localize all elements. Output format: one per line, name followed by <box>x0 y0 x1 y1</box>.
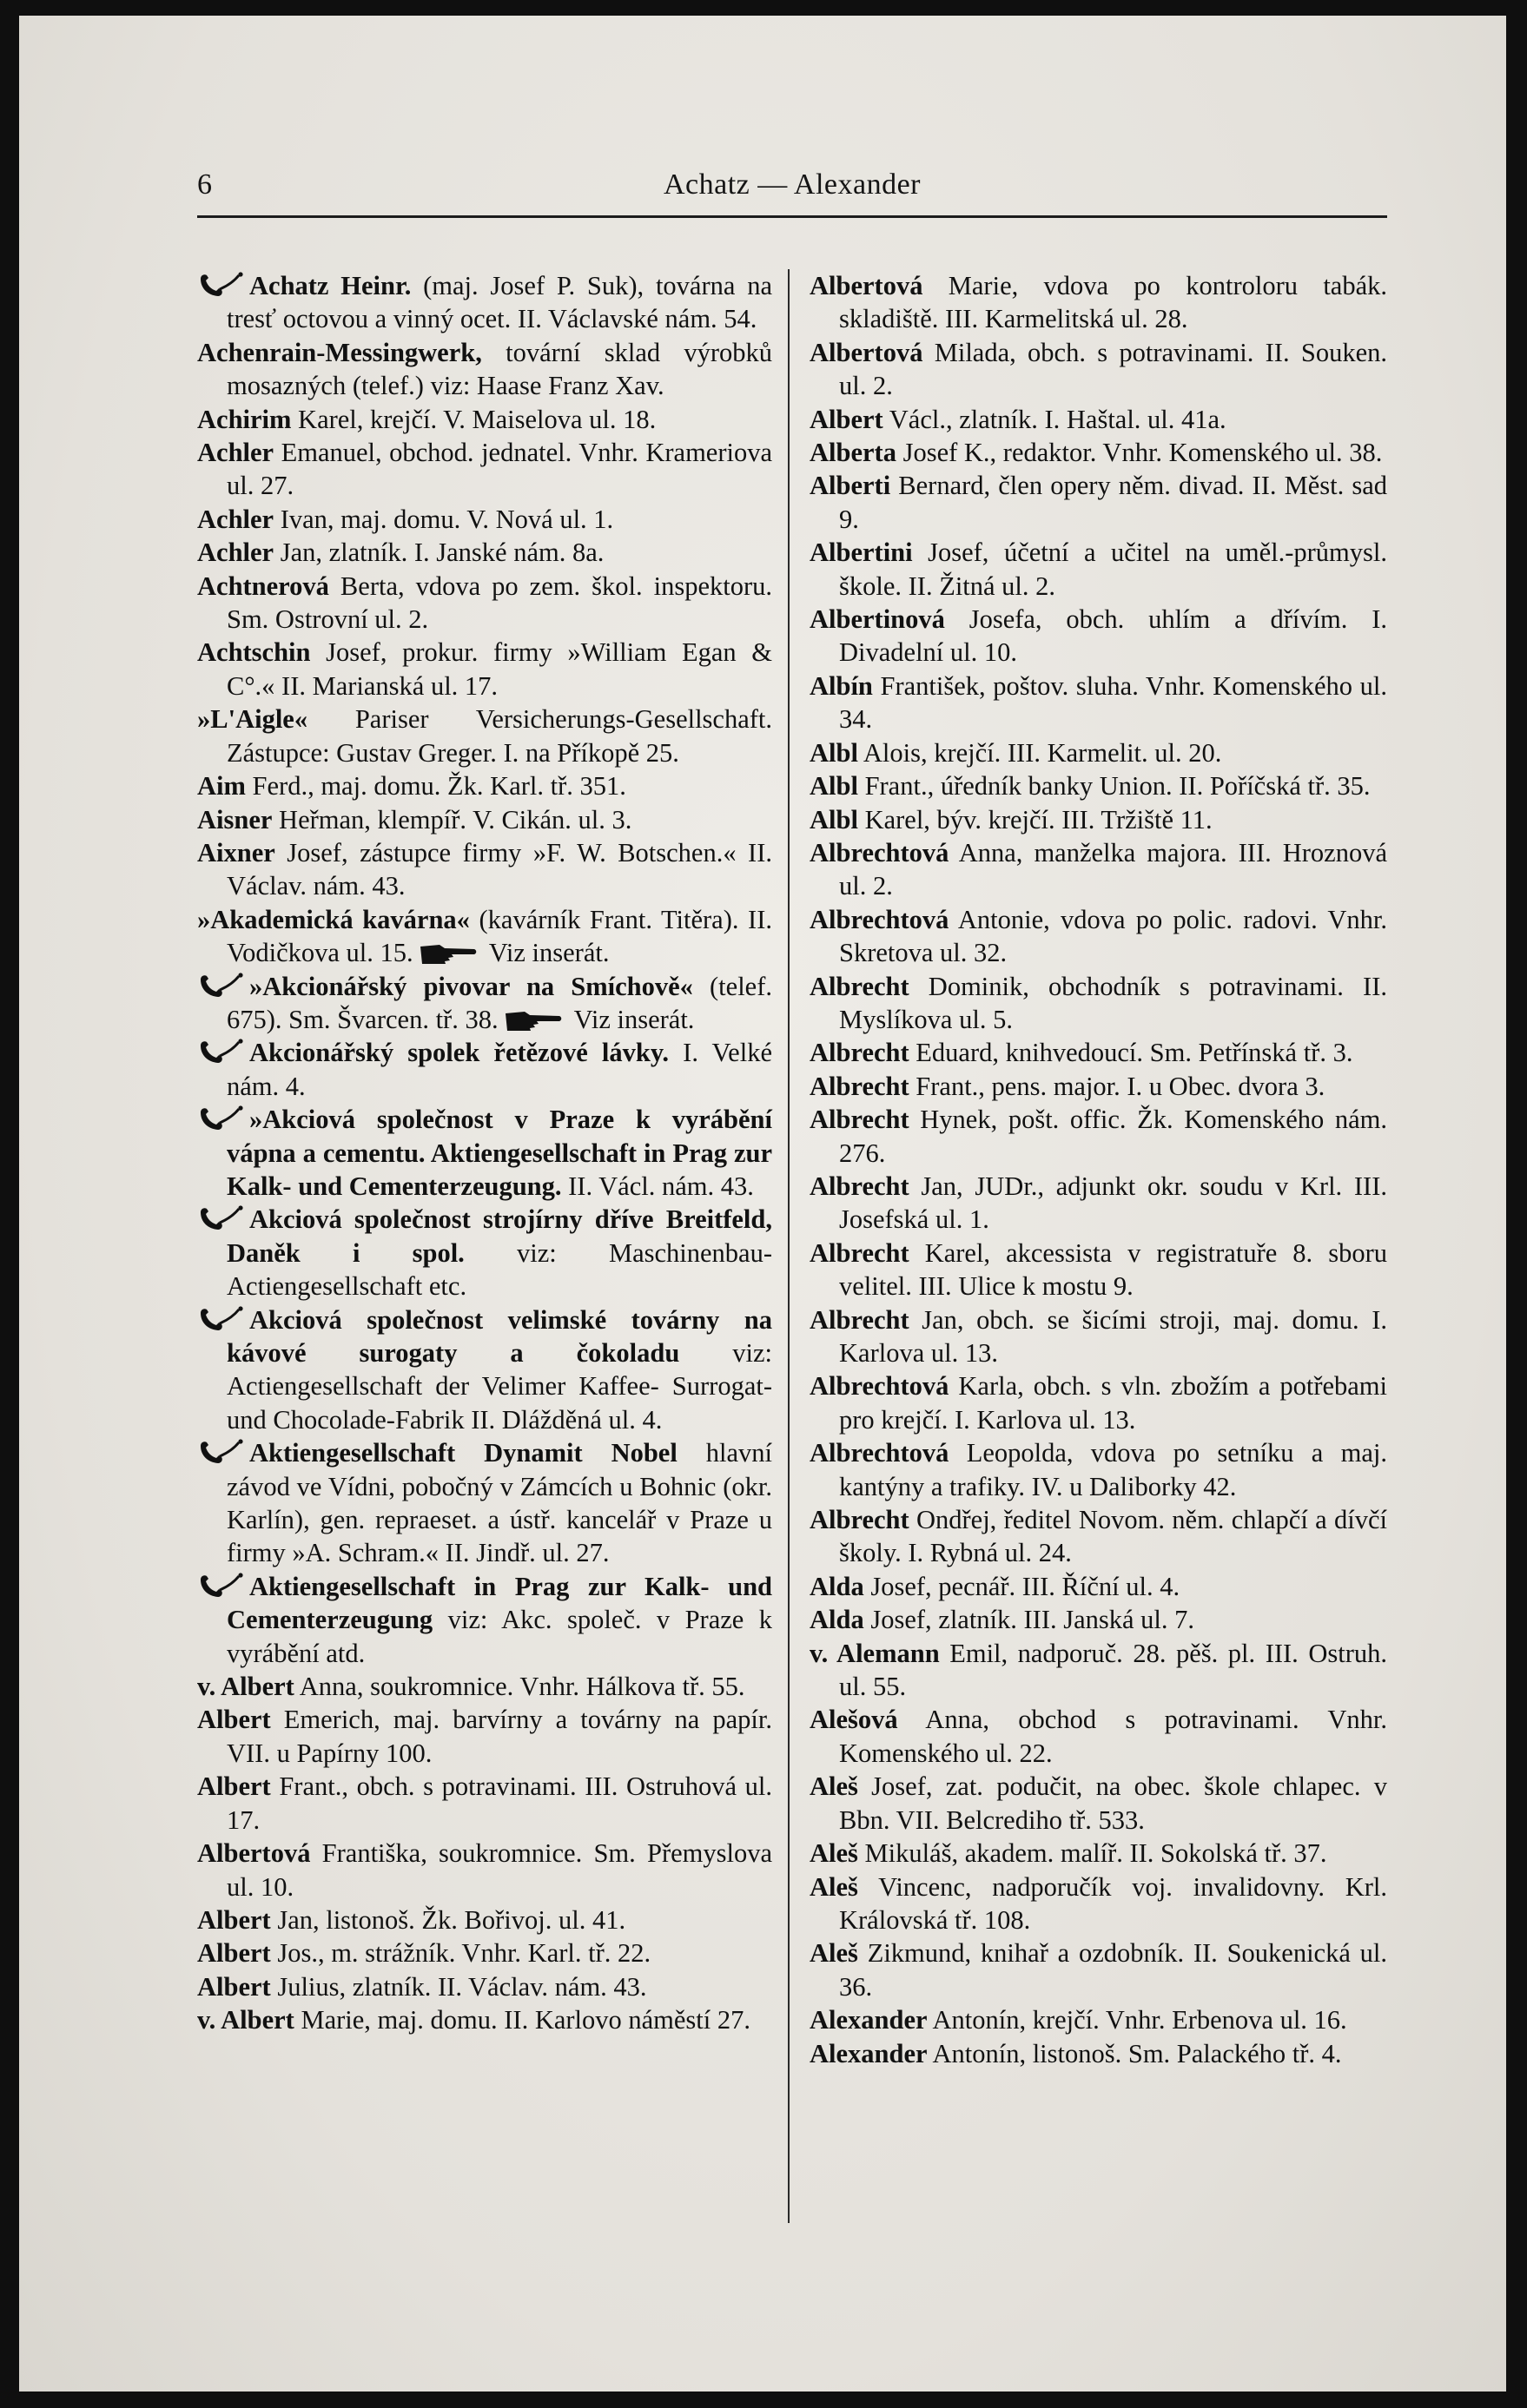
directory-entry <box>197 903 772 970</box>
entry-headword: Akciová společnost strojírny dříve Breitfeld, Daněk i spol. <box>227 1204 772 1268</box>
directory-entry <box>197 1303 772 1437</box>
entry-details: Josef, zat. podučit, na obec. škole chlapec. v Bbn. VII. Belcrediho tř. 533. <box>839 1771 1387 1835</box>
directory-entry <box>197 1970 772 2003</box>
directory-entry <box>810 903 1387 970</box>
entry-headword: Aleš <box>810 1938 858 1969</box>
entry-headword: v. Alemann <box>810 1638 940 1668</box>
directory-entry <box>810 1703 1387 1770</box>
entry-headword: Akciová společnost velimské továrny na kávové surogaty a čokoladu <box>227 1304 772 1368</box>
entry-details: Leopolda, vdova po setníku a maj. kantýny a trafiky. IV. u Daliborky 42. <box>839 1438 1387 1501</box>
entry-details: hlavní závod ve Vídni, pobočný v Zámcích u Bohnic (okr. Karlín), gen. repraeset. a ústř. kancelář v Praze u firmy »A. Schram.« II. Jindř. ul. 27. <box>227 1438 772 1568</box>
entry-details: Vincenc, nadporučík voj. invalidovny. Krl. Královská tř. 108. <box>839 1871 1387 1935</box>
entry-details: (kavárník Frant. Titěra). II. Vodičkova ul. 15. <box>227 904 772 968</box>
page-header <box>197 162 1387 214</box>
directory-page <box>19 16 1506 2392</box>
entry-details: Josefa, obch. uhlím a dřívím. I. Divadelní ul. 10. <box>839 604 1387 668</box>
directory-entry <box>810 1870 1387 1937</box>
entry-details: Antonie, vdova po polic. radovi. Vnhr. Skretova ul. 32. <box>839 904 1387 968</box>
page-number: 6 <box>197 168 212 201</box>
directory-entry <box>197 336 772 403</box>
entry-headword: Albert <box>810 404 883 434</box>
directory-entry <box>810 336 1387 403</box>
entry-headword: Albín <box>810 670 873 701</box>
entry-headword: Achatz Heinr. <box>249 271 412 300</box>
entry-details: Josef, zástupce firmy »F. W. Botschen.« II. Václav. nám. 43. <box>227 837 772 901</box>
entry-details: Jan, obch. se šicími stroji, maj. domu. I. Karlova ul. 13. <box>839 1304 1387 1368</box>
entry-details: Alois, krejčí. III. Karmelit. ul. 20. <box>857 737 1222 768</box>
entry-details: Bernard, člen opery něm. divad. II. Měst. sad 9. <box>839 471 1387 534</box>
telephone-icon <box>197 1105 244 1131</box>
entry-headword: Albertová <box>810 271 923 300</box>
entry-details: Antonín, krejčí. Vnhr. Erbenova ul. 16. <box>927 2005 1347 2035</box>
entry-headword: Albrechtová <box>810 837 949 868</box>
entry-details: Josef, zlatník. III. Janská ul. 7. <box>863 1605 1195 1635</box>
entry-headword: Albert <box>197 1971 271 2002</box>
entry-headword: »Akcionářský pivovar na Smíchově« <box>249 971 693 1001</box>
entry-details: I. Velké nám. 4. <box>227 1038 772 1101</box>
directory-entry <box>810 1837 1387 1870</box>
directory-entry <box>810 536 1387 603</box>
entry-headword: Albrecht <box>810 1304 909 1335</box>
entry-headword: Albl <box>810 804 858 835</box>
entry-headword: Albl <box>810 737 858 768</box>
entry-details: Milada, obch. s potravinami. II. Souken. ul. 2. <box>839 337 1387 401</box>
directory-entry <box>197 1936 772 1969</box>
entry-details: Karla, obch. s vln. zbožím a potřebami pro krejčí. I. Karlova ul. 13. <box>839 1371 1387 1435</box>
entry-details: Karel, akcessista v registratuře 8. sboru velitel. III. Ulice k mostu 9. <box>839 1237 1387 1302</box>
entry-details: Eduard, knihvedoucí. Sm. Petřínská tř. 3. <box>909 1038 1353 1068</box>
entry-details: Ferd., maj. domu. Žk. Karl. tř. 351. <box>245 771 626 802</box>
entry-headword: Achenrain-Messingwerk, <box>197 337 482 367</box>
entry-details: František, poštov. sluha. Vnhr. Komenského ul. 34. <box>839 670 1387 735</box>
entry-headword: Albertová <box>197 1838 311 1869</box>
entry-headword: Aleš <box>810 1838 858 1869</box>
directory-entry <box>810 1503 1387 1570</box>
entry-headword: Albert <box>197 1904 271 1935</box>
entry-headword: Aisner <box>197 804 273 835</box>
entry-headword: Alberti <box>810 471 891 501</box>
pointing-hand-icon <box>419 941 478 966</box>
entry-headword: »Akciová společnost v Praze k vyrábění vápna a cementu. Aktiengesellschaft in Prag zur Kalk- und Cementerzeugung. <box>227 1105 772 1201</box>
entry-details: Josef K., redaktor. Vnhr. Komenského ul. 38. <box>896 438 1383 468</box>
entry-headword: Achirim <box>197 404 292 434</box>
directory-entry <box>810 1637 1387 1704</box>
entry-details: Karel, krejčí. V. Maiselova ul. 18. <box>291 404 657 434</box>
entry-details: Jos., m. strážník. Vnhr. Karl. tř. 22. <box>270 1938 651 1969</box>
entry-headword: Albrecht <box>810 1105 909 1135</box>
entry-headword: Alešová <box>810 1705 898 1735</box>
entry-headword: Alda <box>810 1571 864 1601</box>
entry-reference: Viz inserát. <box>482 938 610 968</box>
entry-headword: Alexander <box>810 2005 928 2035</box>
column-divider <box>788 269 790 2223</box>
entry-details: viz: Maschinenbau-Actiengesellschaft etc. <box>227 1237 772 1302</box>
entry-details: viz: Actiengesellschaft der Velimer Kaffee- Surrogat- und Chocolade-Fabrik II. Dlážděná ul. 4. <box>227 1338 772 1435</box>
entry-headword: Albertinová <box>810 604 945 635</box>
directory-entry <box>197 970 772 1037</box>
directory-entry <box>810 836 1387 903</box>
entry-headword: Albrechtová <box>810 1438 949 1468</box>
entry-headword: Alberta <box>810 438 896 468</box>
entry-headword: Albrecht <box>810 1038 909 1068</box>
entry-headword: Albrechtová <box>810 904 949 934</box>
directory-entry <box>810 2037 1387 2070</box>
directory-entry <box>197 1770 772 1837</box>
entry-headword: Albl <box>810 771 858 802</box>
directory-entry <box>810 1936 1387 2003</box>
entry-details: Josef, prokur. firmy »William Egan & C°.« II. Marianská ul. 17. <box>227 637 772 701</box>
entry-headword: Albrecht <box>810 1505 909 1535</box>
entry-headword: v. Albert <box>197 1672 294 1702</box>
entry-headword: Albertini <box>810 538 913 568</box>
directory-entry <box>197 536 772 569</box>
entry-headword: Albert <box>197 1771 271 1802</box>
directory-entry <box>810 269 1387 336</box>
entry-details: II. Václ. nám. 43. <box>561 1171 754 1201</box>
running-title: Achatz — Alexander <box>664 168 921 201</box>
entry-headword: Alexander <box>810 2038 928 2068</box>
entry-details: Berta, vdova po zem. škol. inspektoru. Sm. Ostrovní ul. 2. <box>227 571 772 635</box>
directory-entry <box>810 970 1387 1037</box>
entry-details: Marie, vdova po kontroloru tabák. skladiště. III. Karmelitská ul. 28. <box>839 271 1387 334</box>
entry-details: Emerich, maj. barvírny a továrny na papír. VII. u Papírny 100. <box>227 1705 772 1768</box>
entry-headword: Achler <box>197 538 274 568</box>
directory-entry <box>810 1436 1387 1503</box>
directory-entry <box>197 1903 772 1936</box>
directory-entry <box>810 436 1387 469</box>
entry-details: Zikmund, knihař a ozdobník. II. Soukenická ul. 36. <box>839 1938 1387 2002</box>
entry-headword: Albrecht <box>810 1171 909 1201</box>
entry-details: Ivan, maj. domu. V. Nová ul. 1. <box>274 504 614 534</box>
directory-entry <box>810 769 1387 802</box>
entry-details: Frant., obch. s potravinami. III. Ostruhová ul. 17. <box>227 1771 772 1835</box>
directory-entry <box>197 403 772 436</box>
directory-entry <box>810 1369 1387 1436</box>
directory-entry <box>197 1670 772 1703</box>
entry-headword: Albrecht <box>810 971 909 1001</box>
directory-entry <box>810 1770 1387 1837</box>
entry-details: Jan, JUDr., adjunkt okr. soudu v Krl. III. Josefská ul. 1. <box>839 1171 1387 1235</box>
entry-headword: Albertová <box>810 337 923 367</box>
entry-headword: Aleš <box>810 1871 858 1902</box>
entry-headword: »Akademická kavárna« <box>197 904 470 934</box>
entry-headword: »L'Aigle« <box>197 704 308 735</box>
directory-entry <box>197 1036 772 1103</box>
directory-entry <box>810 1070 1387 1103</box>
telephone-icon <box>197 1573 244 1599</box>
entry-details: Emil, nadporuč. 28. pěš. pl. III. Ostruh. ul. 55. <box>839 1638 1387 1702</box>
entry-details: viz: Akc. společ. v Praze k vyrábění atd. <box>227 1605 772 1668</box>
entry-details: Antonín, listonoš. Sm. Palackého tř. 4. <box>927 2038 1342 2068</box>
directory-entry <box>197 1203 772 1303</box>
entry-details: (telef. 675). Sm. Švarcen. tř. 38. <box>227 971 772 1034</box>
directory-entry <box>810 403 1387 436</box>
entry-details: Anna, manželka majora. III. Hroznová ul. 2. <box>839 837 1387 901</box>
directory-entry <box>810 1603 1387 1636</box>
entry-details: Anna, obchod s potravinami. Vnhr. Komenského ul. 22. <box>839 1705 1387 1768</box>
entry-headword: Achtnerová <box>197 571 329 601</box>
entry-headword: Aktiengesellschaft Dynamit Nobel <box>249 1438 678 1468</box>
entry-headword: Aim <box>197 771 246 802</box>
entry-headword: Aleš <box>810 1771 858 1802</box>
directory-entry <box>810 603 1387 670</box>
left-column <box>197 269 772 2037</box>
entry-details: Anna, soukromnice. Vnhr. Hálkova tř. 55. <box>294 1672 745 1702</box>
entry-headword: Achler <box>197 438 274 468</box>
directory-entry <box>197 769 772 802</box>
telephone-icon <box>197 1439 244 1465</box>
entry-details: Frant., pens. major. I. u Obec. dvora 3. <box>909 1071 1325 1101</box>
entry-headword: Akcionářský spolek řetězové lávky. <box>249 1038 670 1068</box>
directory-entry <box>197 1436 772 1570</box>
telephone-icon <box>197 1306 244 1332</box>
entry-headword: Achtschin <box>197 637 311 668</box>
directory-entry <box>810 469 1387 536</box>
directory-entry <box>197 836 772 903</box>
entry-details: (maj. Josef P. Suk), továrna na tresť octovou a vinný ocet. II. Václavské nám. 54. <box>227 271 772 334</box>
entry-details: Dominik, obchodník s potravinami. II. Myslíkova ul. 5. <box>839 971 1387 1034</box>
directory-entry <box>810 736 1387 769</box>
entry-details: Emanuel, obchod. jednatel. Vnhr. Krameriova ul. 27. <box>227 438 772 501</box>
entry-details: Marie, maj. domu. II. Karlovo náměstí 27. <box>294 2005 751 2035</box>
directory-entry <box>810 2003 1387 2036</box>
header-rule <box>197 215 1387 218</box>
entry-details: Františka, soukromnice. Sm. Přemyslova ul. 10. <box>227 1838 772 1902</box>
directory-entry <box>810 670 1387 736</box>
entry-headword: Aixner <box>197 837 275 868</box>
directory-entry <box>197 570 772 637</box>
entry-details: Jan, listonoš. Žk. Bořivoj. ul. 41. <box>270 1904 626 1935</box>
entry-headword: Achler <box>197 504 274 534</box>
telephone-icon <box>197 973 244 999</box>
entry-details: Pariser Versicherungs-Gesellschaft. Zástupce: Gustav Greger. I. na Příkopě 25. <box>227 704 772 768</box>
entry-headword: Aktiengesellschaft in Prag zur Kalk- und Cementerzeugung <box>227 1571 772 1635</box>
telephone-icon <box>197 1039 244 1065</box>
directory-entry <box>810 1170 1387 1237</box>
directory-entry <box>197 503 772 536</box>
entry-details: Josef, účetní a učitel na uměl.-průmysl. škole. II. Žitná ul. 2. <box>839 538 1387 601</box>
entry-reference: Viz inserát. <box>567 1004 695 1034</box>
directory-entry <box>810 1036 1387 1069</box>
entry-details: Hynek, pošt. offic. Žk. Komenského nám. 276. <box>839 1105 1387 1168</box>
entry-headword: Albrecht <box>810 1071 909 1101</box>
directory-entry <box>197 703 772 769</box>
telephone-icon <box>197 1205 244 1231</box>
directory-entry <box>197 636 772 703</box>
entry-details: Karel, býv. krejčí. III. Tržiště 11. <box>857 804 1213 835</box>
directory-entry <box>197 1103 772 1203</box>
entry-details: tovární sklad výrobků mosazných (telef.) viz: Haase Franz Xav. <box>227 337 772 401</box>
pointing-hand-icon <box>504 1008 563 1032</box>
entry-headword: Albert <box>197 1705 271 1735</box>
entry-details: Heřman, klempíř. V. Cikán. ul. 3. <box>272 804 632 835</box>
entry-details: Frant., úředník banky Union. II. Poříčská tř. 35. <box>857 771 1371 802</box>
entry-headword: Alda <box>810 1605 864 1635</box>
directory-entry <box>810 1237 1387 1303</box>
directory-entry <box>810 1103 1387 1170</box>
directory-entry <box>197 803 772 836</box>
directory-entry <box>197 1570 772 1670</box>
directory-entry <box>197 2003 772 2036</box>
entry-details: Josef, pecnář. III. Říční ul. 4. <box>863 1571 1180 1601</box>
directory-entry <box>197 269 772 336</box>
entry-details: Julius, zlatník. II. Václav. nám. 43. <box>270 1971 647 2002</box>
entry-headword: v. Albert <box>197 2005 294 2035</box>
directory-entry <box>810 1570 1387 1603</box>
directory-entry <box>810 803 1387 836</box>
directory-entry <box>197 1703 772 1770</box>
telephone-icon <box>197 272 244 298</box>
directory-entry <box>197 436 772 503</box>
entry-details: Mikuláš, akadem. malíř. II. Sokolská tř. 37. <box>857 1838 1327 1869</box>
entry-headword: Albrecht <box>810 1237 909 1268</box>
entry-details: Ondřej, ředitel Novom. něm. chlapčí a dívčí školy. I. Rybná ul. 24. <box>839 1505 1387 1568</box>
entry-headword: Albert <box>197 1938 271 1969</box>
entry-details: Jan, zlatník. I. Janské nám. 8a. <box>274 538 605 568</box>
directory-entry <box>197 1837 772 1903</box>
entry-details: Václ., zlatník. I. Haštal. ul. 41a. <box>882 404 1226 434</box>
directory-entry <box>810 1303 1387 1370</box>
right-column <box>810 269 1387 2070</box>
entry-headword: Albrechtová <box>810 1371 949 1402</box>
